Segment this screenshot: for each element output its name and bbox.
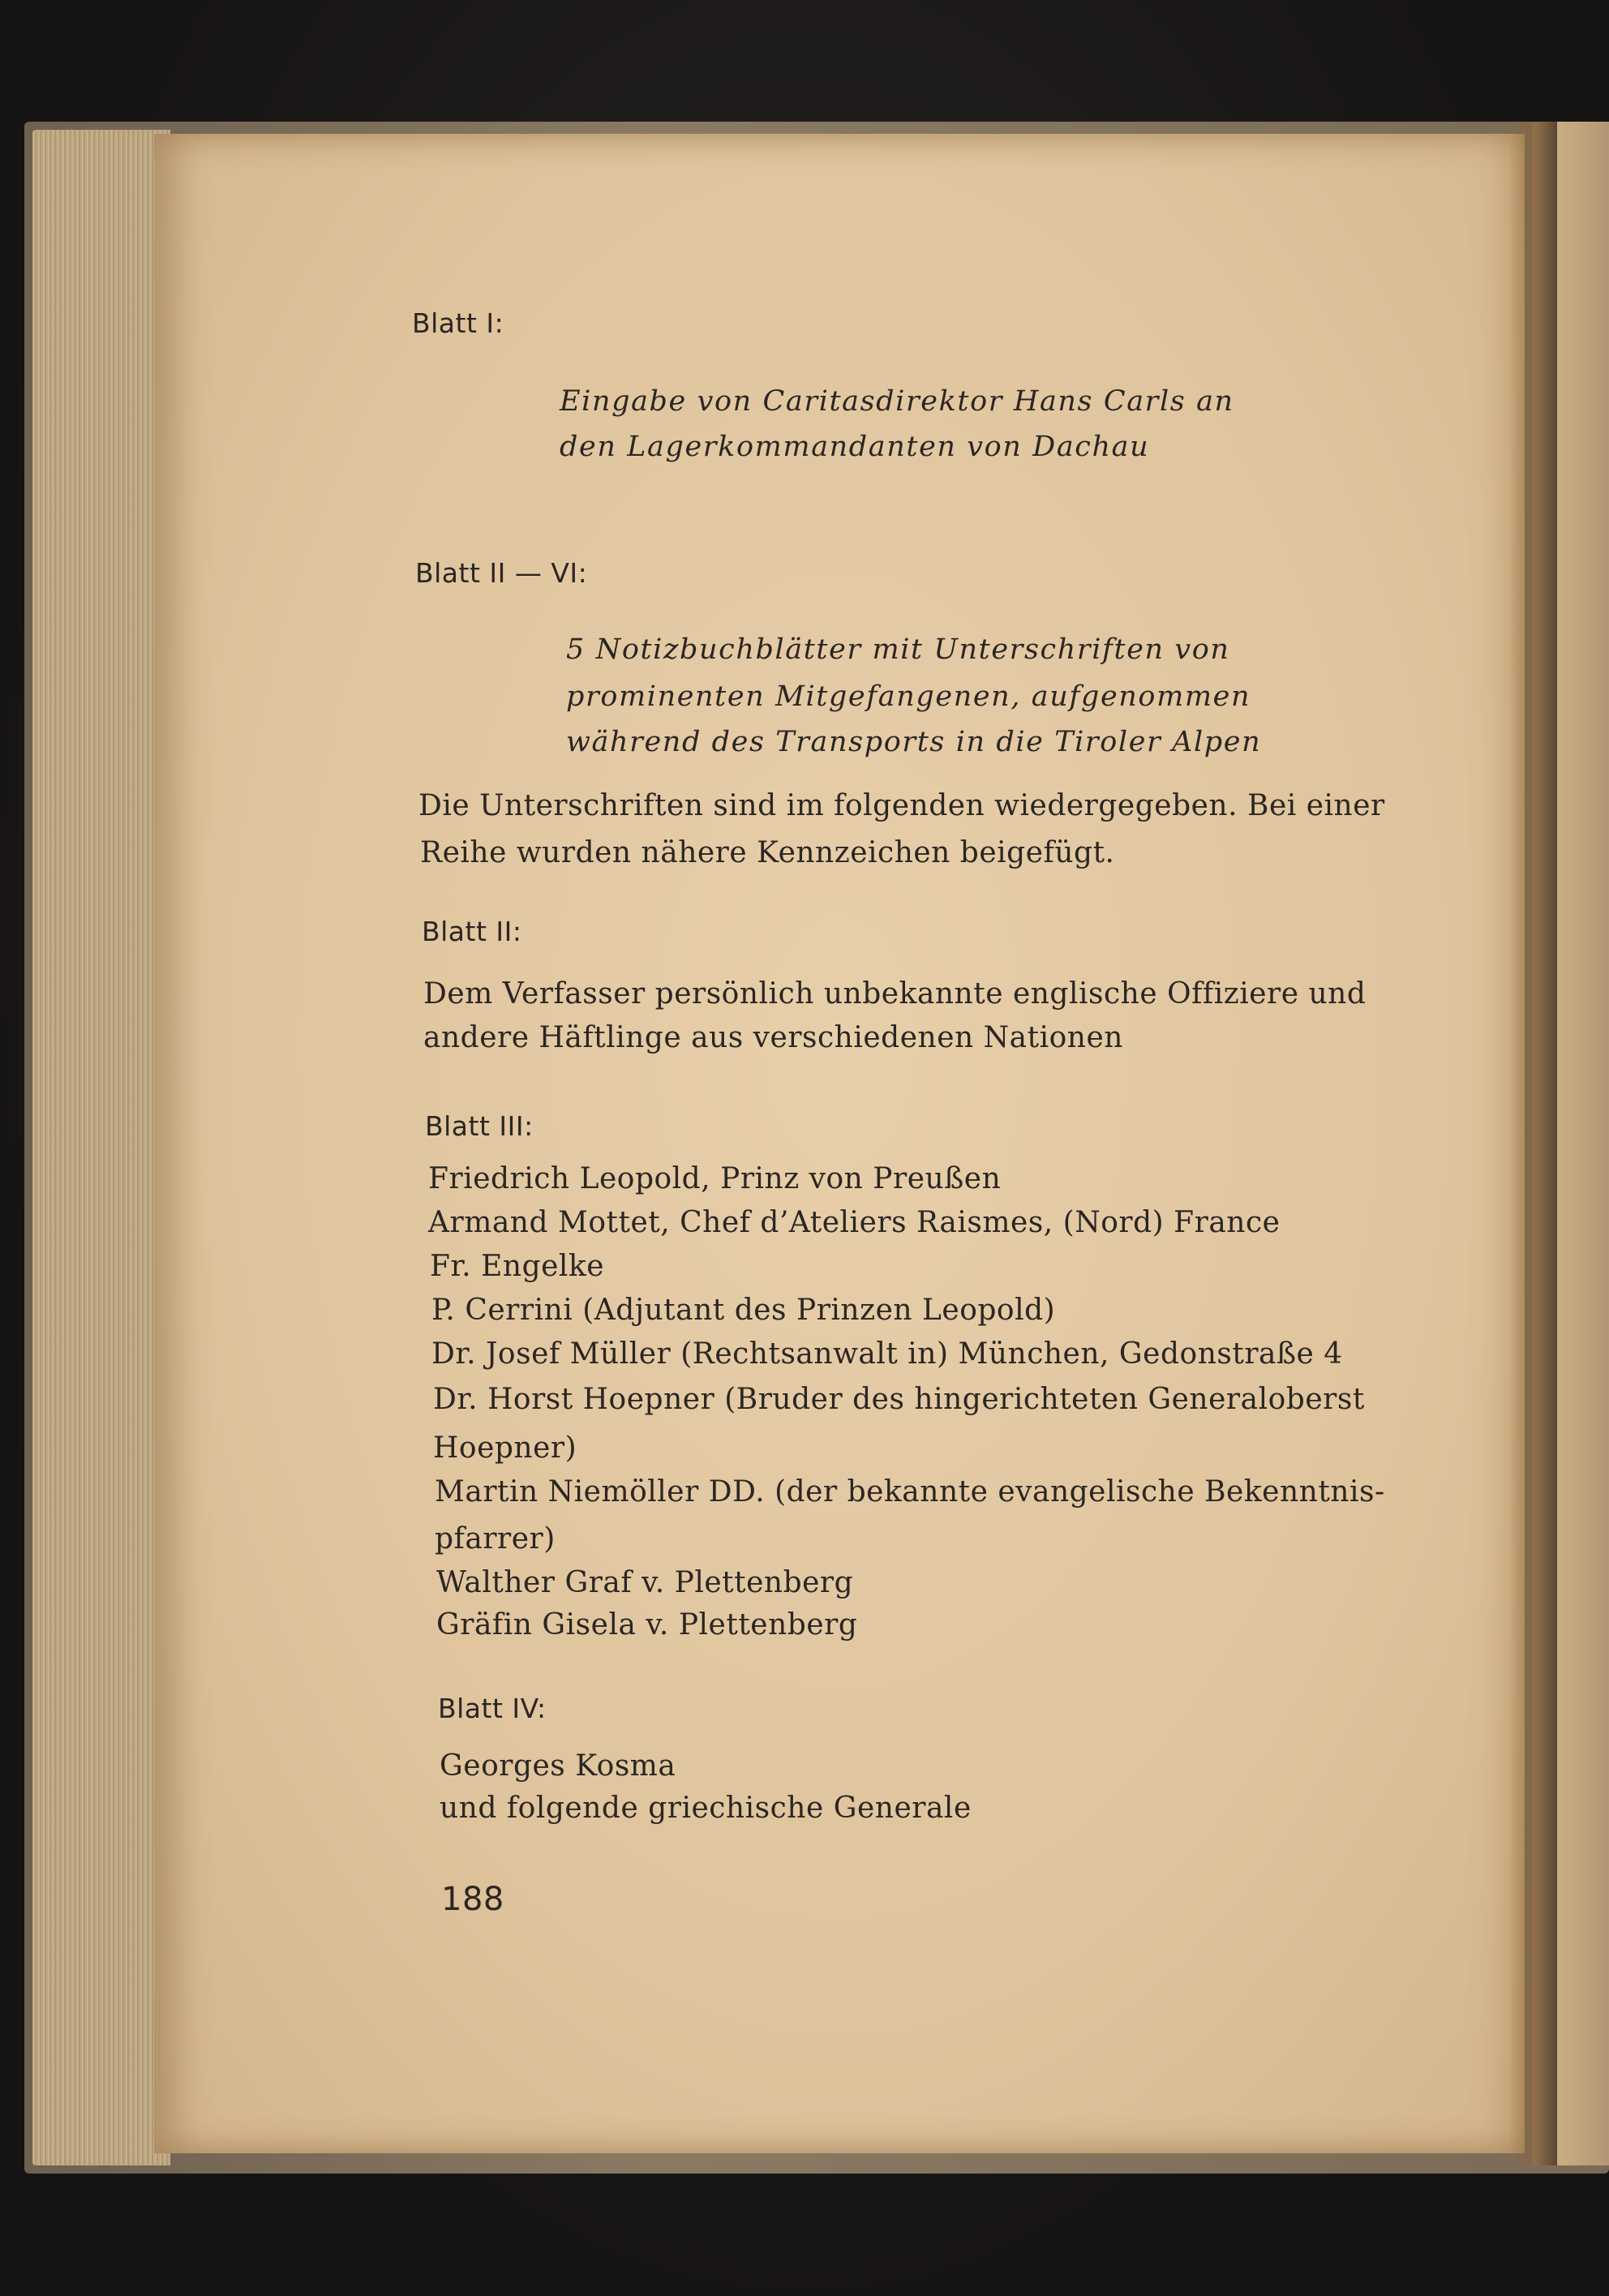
note-line: Reihe wurden nähere Kennzeichen beigefügt. (420, 836, 1115, 869)
name-line: und folgende griechische Generale (440, 1792, 972, 1825)
name-line: Walther Graf v. Plettenberg (436, 1566, 854, 1599)
name-line: pfarrer) (435, 1522, 556, 1556)
name-line: Armand Mottet, Chef d’Ateliers Raismes, (Nord) France (428, 1206, 1281, 1239)
note-line: Die Unterschriften sind im folgenden wiedergegeben. Bei einer (418, 789, 1385, 822)
name-line: Hoepner) (433, 1431, 577, 1465)
section-heading-blatt-2-6: Blatt II — VI: (415, 557, 588, 589)
name-line: Dr. Horst Hoepner (Bruder des hingerichteten Generaloberst (433, 1383, 1365, 1416)
section-heading-blatt-4: Blatt IV: (438, 1693, 547, 1724)
entry-line: Dem Verfasser persönlich unbekannte englische Offiziere und (423, 977, 1367, 1011)
name-line: Fr. Engelke (430, 1250, 605, 1283)
page-stack-edge (32, 130, 170, 2165)
gutter-shadow (1508, 122, 1557, 2165)
name-line: Friedrich Leopold, Prinz von Preußen (428, 1162, 1002, 1195)
entry-line: 5 Notizbuchblätter mit Unterschriften von (566, 633, 1230, 666)
entry-line: den Lagerkommandanten von Dachau (560, 431, 1150, 463)
entry-line: Eingabe von Caritasdirektor Hans Carls an (560, 385, 1234, 418)
entry-line: andere Häftlinge aus verschiedenen Nationen (423, 1021, 1123, 1054)
entry-line: prominenten Mitgefangenen, aufgenommen (566, 680, 1251, 713)
name-line: Martin Niemöller DD. (der bekannte evangelische Bekenntnis- (435, 1475, 1385, 1508)
name-line: Gräfin Gisela v. Plettenberg (436, 1608, 858, 1642)
name-line: P. Cerrini (Adjutant des Prinzen Leopold) (431, 1294, 1056, 1327)
name-line: Dr. Josef Müller (Rechtsanwalt in) München, Gedonstraße 4 (431, 1337, 1343, 1371)
entry-line: während des Transports in die Tiroler Alpen (566, 726, 1262, 758)
section-heading-blatt-1: Blatt I: (412, 307, 504, 339)
page-number: 188 (441, 1881, 504, 1918)
name-line: Georges Kosma (440, 1749, 676, 1783)
section-heading-blatt-3: Blatt III: (425, 1110, 534, 1142)
section-heading-blatt-2: Blatt II: (422, 916, 522, 947)
